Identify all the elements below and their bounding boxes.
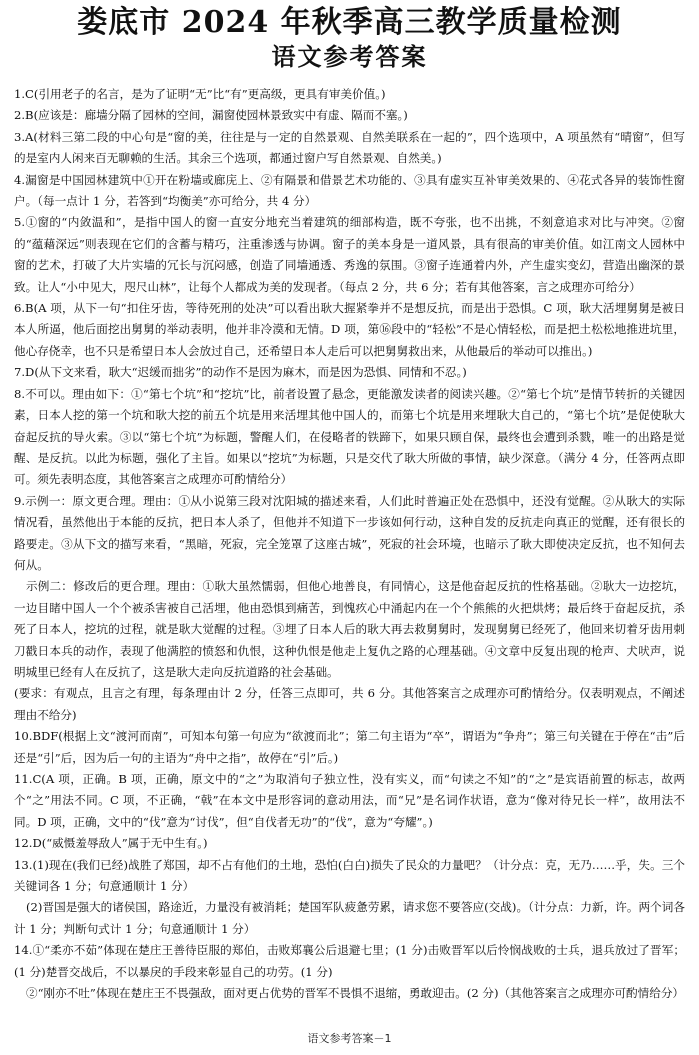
answer-item-14-part-1: 14.①“柔亦不茹”体现在楚庄王善待臣服的郑伯，击败郑襄公后退避七里；(1 分)击败晋军以后怜悯战败的士兵，退兵放过了晋军；(1 分)楚晋交战后，不以暴戾的手段来彰显自己的功劳。(1 分) (14, 943, 685, 979)
answer-item-13-part-2: (2)晋国是强大的诸侯国，路途近，力量没有被消耗；楚国军队疲惫劳累，请求您不要答应(交战)。（计分点：力新，许。两个词各计 1 分；判断句式计 1 分；句意通顺计 1 分） (14, 900, 685, 936)
answer-item-9-requirements: (要求：有观点，且言之有理，每条理由计 2 分，任答三点即可，共 6 分。其他答案言之成理亦可酌情给分。仅表明观点，不阐述理由不给分) (14, 686, 685, 722)
page-subtitle: 语文参考答案 (271, 43, 428, 71)
answer-item-1: 1.C(引用老子的名言，是为了证明“无”比“有”更高级，更具有审美价值。) (14, 87, 386, 101)
answer-item-12: 12.D(“威慑羞辱敌人”属于无中生有。) (14, 836, 208, 851)
answer-item-7: 7.D(从下文来看，耿大“迟缓而拙劣”的动作不是因为麻木，而是因为恐惧、同情和不忍。) (14, 365, 467, 380)
answer-item-3: 3.A(材料三第二段的中心句是“窗的美，往往是与一定的自然景观、自然美联系在一起的”，四个选项中，A 项虽然有“晴窗”，但写的是室内人闲来百无聊赖的生活。其余三个选项，都通过窗户写自然景观、自然美。) (14, 129, 685, 166)
answer-item-2: 2.B(应该是：廊墙分隔了园林的空间，漏窗使园林景致实中有虚、隔而不塞。) (14, 108, 408, 123)
answer-item-8: 8.不可以。理由如下：①“第七个坑”和“挖坑”比，前者设置了悬念，更能激发读者的阅读兴趣。②“第七个坑”是情节转折的关键因素，日本人挖的第一个坑和耿大挖的前五个坑是用来活埋其他中国人的，而第七个坑是用来埋耿大自己的，“第七个坑”是促使耿大奋起反抗的导火索。③以“第七个坑”为标题，警醒人们，在侵略者的铁蹄下，如果只顾自保，最终也会遭到杀戮，唯一的出路是觉醒、是反抗。以此为标题，强化了主旨。如果以“挖坑”为标题，只是交代了耿大所做的事情，缺少深意。（满分 4 分，任答两点即可。须先表明态度，其他答案言之成理亦可酌情给分） (14, 386, 685, 487)
answer-item-13-part-1: 13.(1)现在(我们已经)战胜了郑国，却不占有他们的土地，恐怕(白白)损失了民众的力量吧？（计分点：克，无乃……乎，失。三个关键词各 1 分；句意通顺计 1 分） (14, 857, 685, 894)
page-footer: 语文参考答案－1 (307, 1032, 392, 1045)
page-title: 娄底市 2024 年秋季高三教学质量检测 (77, 5, 622, 40)
answer-item-14-part-2: ②“刚亦不吐”体现在楚庄王不畏强敌，面对更占优势的晋军不畏惧不退缩，勇敢迎击。(2 分)（其他答案言之成理亦可酌情给分） (26, 986, 685, 1001)
answer-item-9-example-2: 示例二：修改后的更合理。理由：①耿大虽然懦弱，但他心地善良，有同情心，这是他奋起反抗的性格基础。②耿大一边挖坑，一边目睹中国人一个个被杀害被自己活埋，他由恐惧到痛苦，到愧疚心中涌起内在一个个熊熊的火把烘烤；最后终于奋起反抗，杀死了日本人，挖坑的过程，就是耿大觉醒的过程。③埋了日本人后的耿大再去救舅舅时，发现舅舅已经死了，他回来切着牙齿用刺刀戳日本兵的动作，表现了他满腔的愤怒和仇恨，这种仇恨是他走上复仇之路的心理基础。④文章中反复出现的枪声、犬吠声，说明城里已经有人在反抗了，这是耿大走向反抗道路的社会基础。 (14, 579, 685, 679)
answer-item-11: 11.C(A 项，正确。B 项，正确，原文中的“之”为取消句子独立性，没有实义，而“句读之不知”的“之”是宾语前置的标志，故两个“之”用法不同。C 项，不正确，“戟”在本文中是形容词的意动用法，而“兄”是名词作状语，意为“像对待兄长一样”，故用法不同。D 项，正确，文中的“伐”意为“讨伐”，但“自伐者无功”的“伐”，意为“夸耀”。) (14, 772, 685, 829)
answer-item-6: 6.B(A 项，从下一句“扣住牙齿，等待死刑的处决”可以看出耿大握紧拳并不是想反抗，而是出于恐惧。C 项，耿大活埋舅舅是被日本人所逼，他后面挖出舅舅的举动表明，他并非冷漠和无情。D 项，第⑯段中的“轻松”不是心情轻松，而是把土松松地推进坑里，他心存侥幸，也不只是希望日本人会放过自己，还希望日本人走后可以把舅舅救出来，从他最后的举动可以推出。) (14, 301, 685, 358)
answer-item-9-example-1: 9.示例一：原文更合理。理由：①从小说第三段对沈阳城的描述来看，人们此时普遍正处在恐惧中，还没有觉醒。②从耿大的实际情况看，虽然他出于本能的反抗，把日本人杀了，但他并不知道下一步该如何行动，这种自发的反抗走向真正的觉醒，还有很长的路要走。③从下文的描写来看，“黑暗，死寂，完全笼罩了这座古城”，死寂的社会环境，也暗示了耿大即使决定反抗，也不知何去何从。 (14, 493, 685, 572)
answer-item-10: 10.BDF(根据上文“渡河而南”，可知本句第一句应为“欲渡而北”；第二句主语为“卒”，谓语为“争舟”；第三句关键在于停在“击”后还是“引”后，因为后一句的主语为“舟中之指”，故停在“引”后。) (14, 729, 685, 765)
answer-item-5: 5.①窗的“内敛温和”，是指中国人的窗一直安分地充当着建筑的细部构造，既不夸张，也不出挑，不刻意追求对比与冲突。②窗的“蕴藉深远”则表现在它们的含蓄与精巧，注重渗透与协调。窗子的美本身是一道风景，具有很高的审美价值。如江南文人园林中窗的艺术，打破了大片实墙的冗长与沉闷感，创造了同墙通透、秀逸的氛围。③窗子连通着内外，产生虚实变幻，营造出幽深的景致。让人“小中见大，咫尺山林”，让每个人都成为美的发现者。（每点 2 分，共 6 分；若有其他答案，言之成理亦可给分） (14, 215, 685, 294)
answer-item-4: 4.漏窗是中国园林建筑中①开在粉墙或廊庑上、②有隔景和借景艺术功能的、③具有虚实互补审美效果的、④花式各异的装饰性窗户。（每一点计 1 分，若答到“均衡美”亦可给分，共 4 分） (14, 172, 685, 209)
answer-list (14, 84, 685, 1004)
